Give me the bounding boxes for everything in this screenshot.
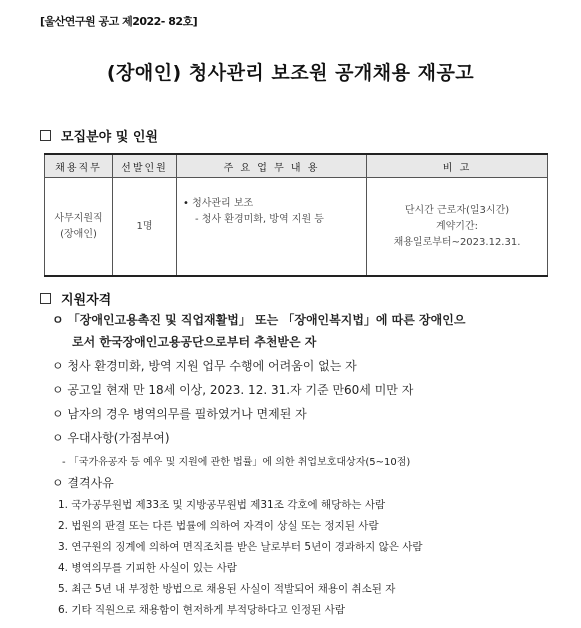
cell-job bbox=[45, 178, 113, 277]
note-line-2: 계약기간: bbox=[435, 220, 478, 232]
qualification-4: ㅇ 남자의 경우 병역의무를 필하였거나 면제된 자 bbox=[52, 407, 307, 421]
notice-number: [울산연구원 공고 제2022- 82호] bbox=[40, 15, 198, 28]
job-line-2: (장애인) bbox=[60, 228, 97, 240]
qualification-5: ㅇ 우대사항(가점부여) bbox=[52, 431, 170, 445]
duty-sub: - 청사 환경미화, 방역 지원 등 bbox=[195, 214, 324, 225]
job-line-1: 사무지원직 bbox=[54, 212, 103, 224]
disqualification-item: 2. 법원의 판결 또는 다른 법률에 의하여 자격이 상실 또는 정지된 사람 bbox=[58, 520, 379, 532]
page-title: (장애인) 청사관리 보조원 공개채용 재공고 bbox=[106, 62, 475, 84]
disqualification-item: 6. 기타 직원으로 채용함이 현저하게 부적당하다고 인정된 사람 bbox=[58, 604, 345, 616]
header-duties: 주 요 업 무 내 용 bbox=[177, 154, 367, 178]
square-bullet-icon bbox=[40, 130, 51, 141]
cell-notes bbox=[367, 178, 548, 277]
preference-detail: - 「국가유공자 등 예우 및 지원에 관한 법률」에 의한 취업보호대상자(5~10점) bbox=[62, 457, 411, 468]
table-header-row bbox=[45, 154, 548, 178]
qualification-1-line-2: 로서 한국장애인고용공단으로부터 추천받은 자 bbox=[72, 335, 317, 349]
section-recruitment-title: 모집분야 및 인원 bbox=[61, 130, 158, 145]
disqualification-item: 4. 병역의무를 기피한 사실이 있는 사람 bbox=[58, 562, 237, 574]
qualification-3: ㅇ 공고일 현재 만 18세 이상, 2023. 12. 31.자 기준 만60세 미만 자 bbox=[52, 383, 414, 397]
disqualification-item: 1. 국가공무원법 제33조 및 지방공무원법 제31조 각호에 해당하는 사람 bbox=[58, 499, 386, 511]
qualification-2: ㅇ 청사 환경미화, 방역 지원 업무 수행에 어려움이 없는 자 bbox=[52, 359, 357, 373]
note-line-3: 채용일로부터~2023.12.31. bbox=[393, 236, 521, 248]
disqualification-item: 3. 연구원의 징계에 의하여 면직조치를 받은 날로부터 5년이 경과하지 않은 사람 bbox=[58, 541, 423, 553]
qualification-1-line-1: ㅇ 「장애인고용촉진 및 직업재활법」 또는 「장애인복지법」에 따른 장애인으 bbox=[52, 313, 466, 327]
header-count: 선발인원 bbox=[113, 154, 177, 178]
header-notes: 비 고 bbox=[367, 154, 548, 178]
header-job: 채용직무 bbox=[45, 154, 113, 178]
section-qualification-title: 지원자격 bbox=[61, 293, 112, 308]
table-row bbox=[45, 178, 548, 277]
disqualification-item: 5. 최근 5년 내 부정한 방법으로 채용된 사실이 적발되어 채용이 취소된 자 bbox=[58, 583, 396, 595]
section-recruitment-heading bbox=[40, 126, 158, 145]
cell-duties bbox=[177, 178, 367, 277]
cell-count: 1명 bbox=[113, 178, 177, 277]
recruitment-table bbox=[44, 153, 548, 277]
square-bullet-icon bbox=[40, 293, 51, 304]
note-line-1: 단시간 근로자(일3시간) bbox=[404, 204, 510, 216]
qualification-6: ㅇ 결격사유 bbox=[52, 476, 114, 490]
section-qualification-heading bbox=[40, 289, 111, 308]
duty-main: • 청사관리 보조 bbox=[183, 196, 365, 212]
